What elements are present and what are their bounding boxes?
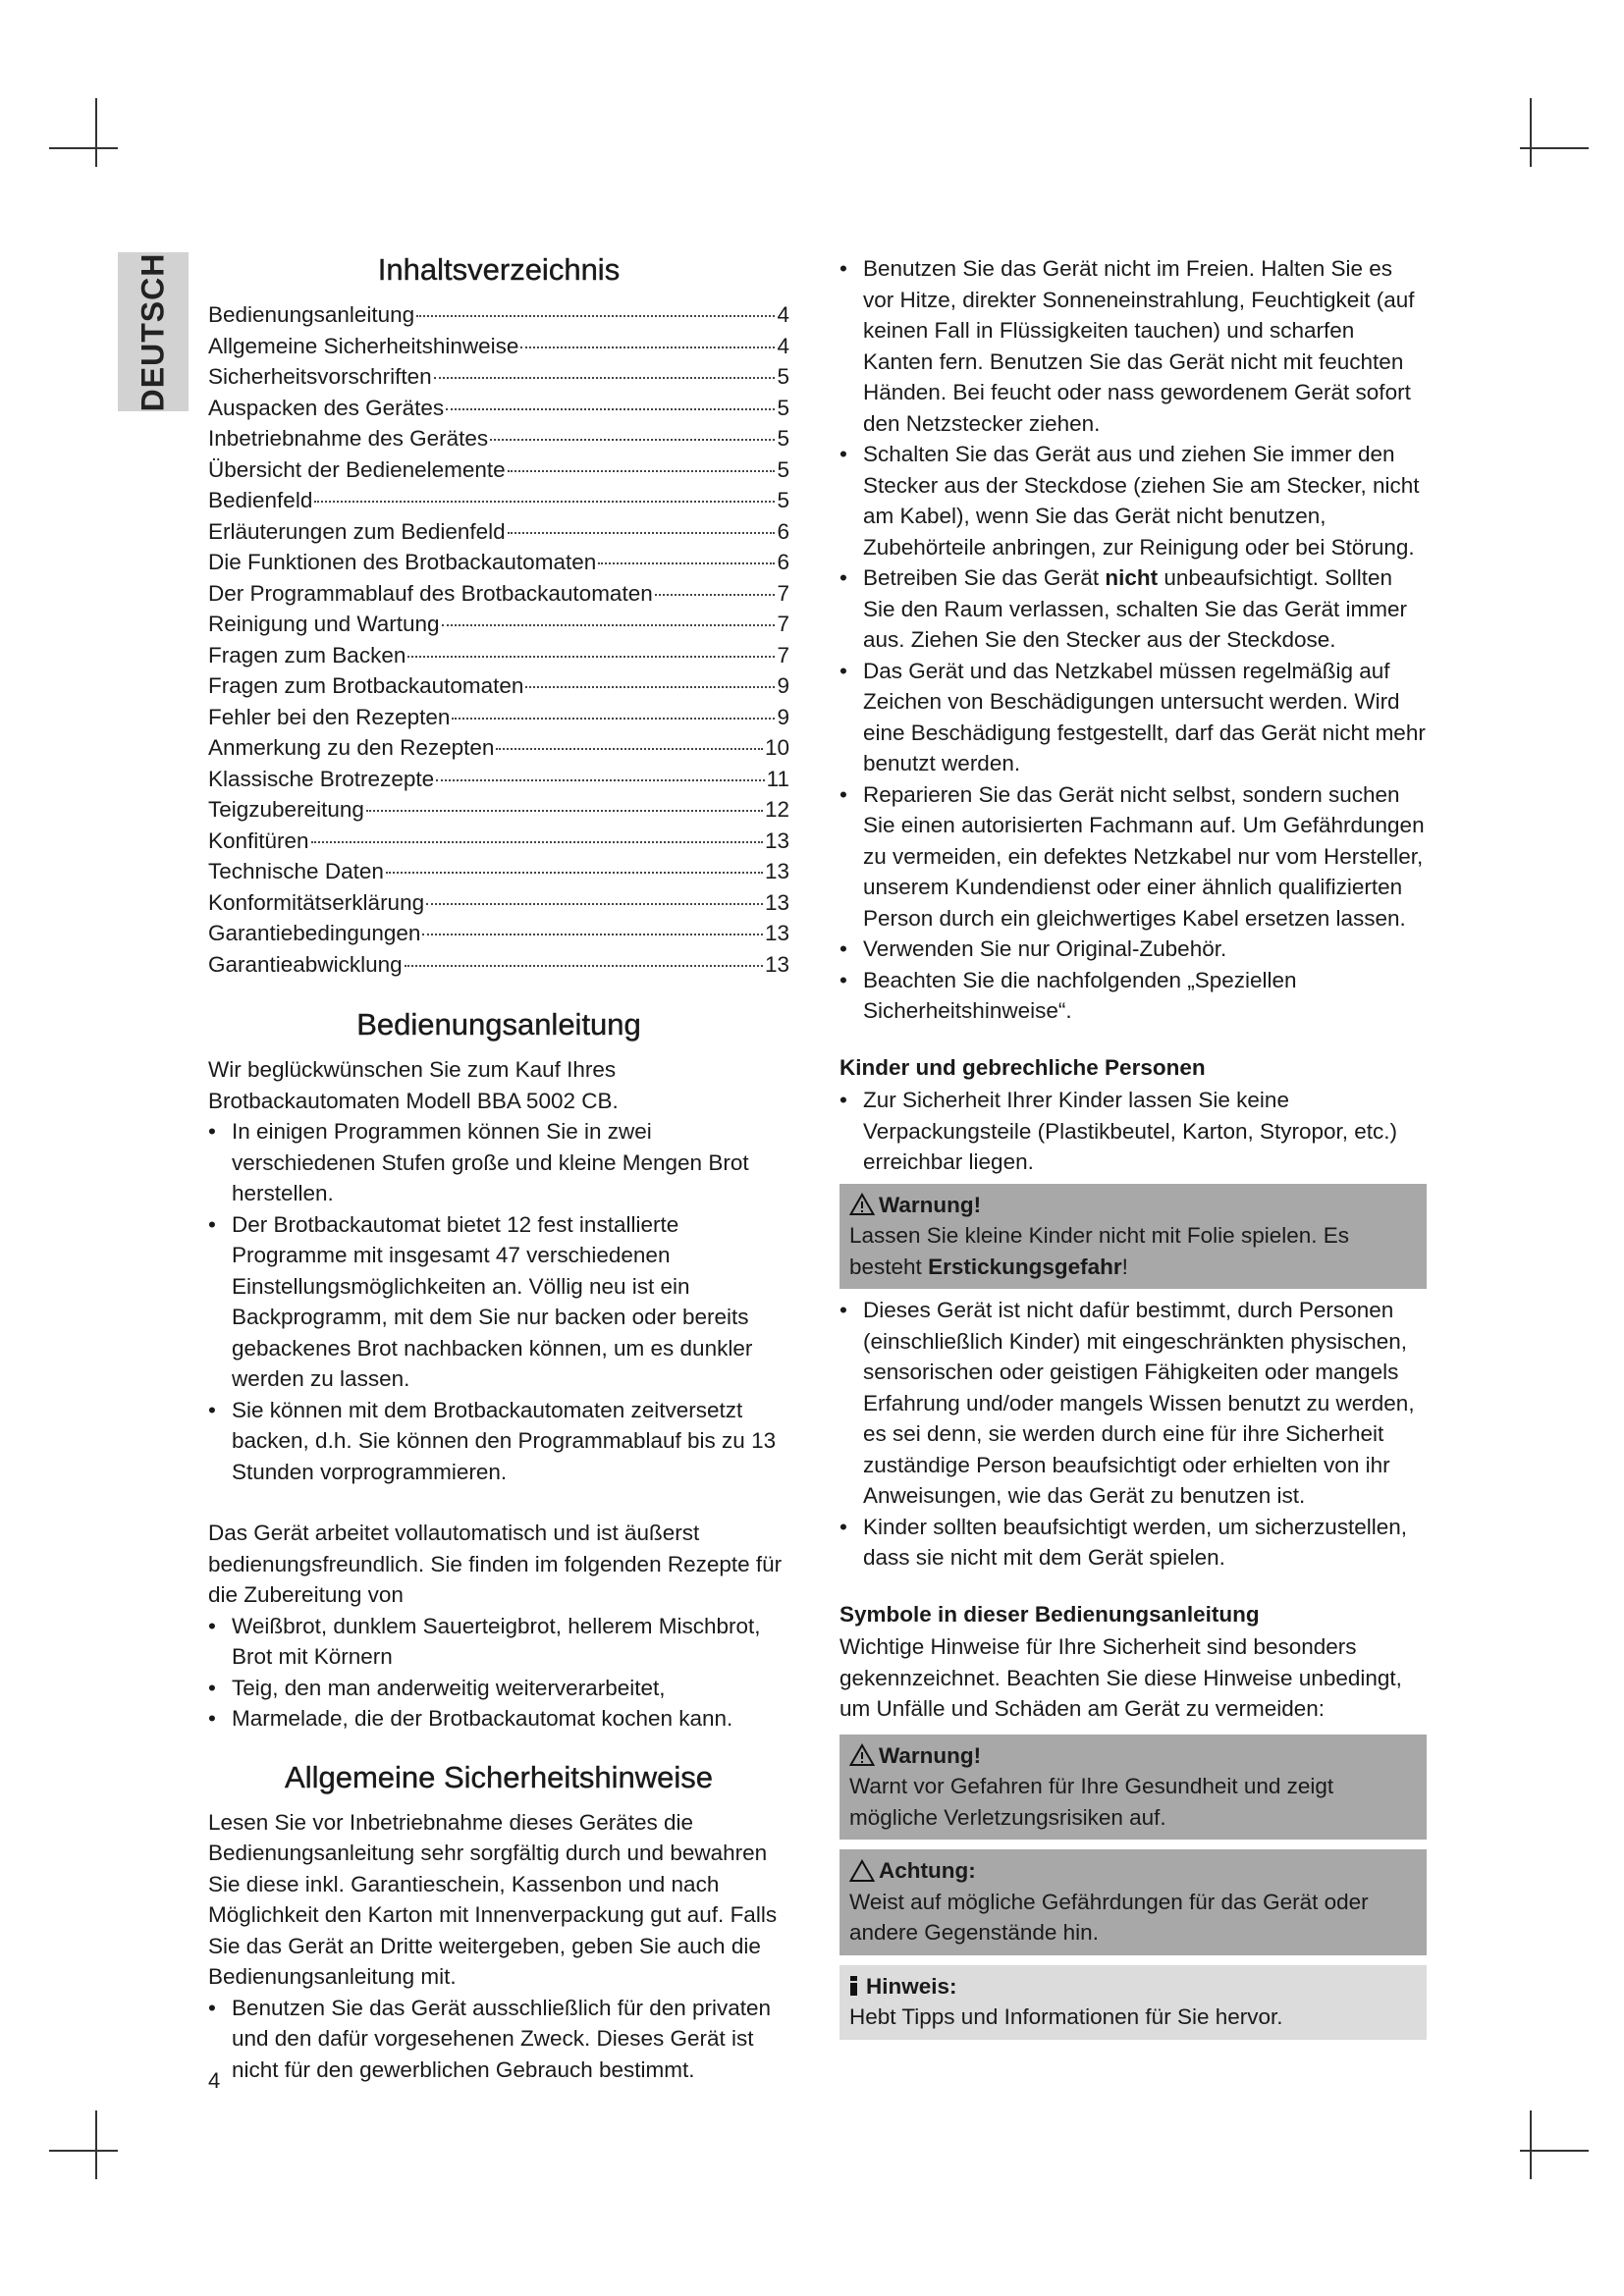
toc-entry [208,423,789,454]
list-item: • In einigen Programmen können Sie in zwei verschiedenen Stufen große und kleine Mengen Brot herstellen. [208,1116,789,1209]
toc-leader-dots [442,624,776,626]
toc-entry-label: Reinigung und Wartung [208,612,440,636]
toc-entry-page: 13 [764,921,789,945]
warning-title: Warnung! [849,1190,1417,1221]
toc-entry-page: 5 [777,426,789,451]
intro-paragraph: Wir beglückwünschen Sie zum Kauf Ihres Brotbackautomaten Modell BBA 5002 CB. [208,1057,619,1113]
toc-entry-page: 13 [764,859,789,883]
toc-leader-dots [490,439,775,441]
toc-entry-label: Garantiebedingungen [208,921,421,945]
left-column [208,250,789,2085]
symbol-achtung-box [839,1849,1427,1955]
toc-entry-label: Der Programmablauf des Brotbackautomaten [208,580,653,606]
toc-entry-page: 13 [764,828,789,853]
list-item: • Beachten Sie die nachfolgenden „Speziellen Sicherheitshinweise“. [839,965,1427,1027]
toc-entry-page: 6 [777,550,789,574]
toc-entry-label: Die Funktionen des Brotbackautomaten [208,550,597,574]
crop-mark [49,147,118,149]
toc-entry [208,670,789,702]
toc-entry [208,702,789,733]
toc-entry-page: 5 [777,456,789,482]
list-item: • Weißbrot, dunklem Sauerteigbrot, hellerem Mischbrot, Brot mit Körnern [208,1611,789,1673]
features-list [208,1116,789,1487]
toc-leader-dots [366,810,763,812]
toc-leader-dots [496,748,763,750]
toc-entry [208,393,789,424]
toc-entry-label: Allgemeine Sicherheitshinweise [208,333,519,358]
toc-entry [208,826,789,857]
toc-entry-label: Konformitätserklärung [208,889,425,915]
toc-entry-label: Fragen zum Brotbackautomaten [208,673,524,698]
toc-entry [208,299,789,331]
kinder-list [839,1085,1427,1178]
warning-text: Lassen Sie kleine Kinder nicht mit Folie spielen. Es besteht Erstickungsgefahr! [849,1223,1350,1279]
toc-entry [208,856,789,887]
toc-entry-label: Anmerkung zu den Rezepten [208,735,495,760]
toc-leader-dots [407,656,775,658]
toc-entry [208,640,789,671]
safety-list-left [208,1993,789,2086]
list-item: • Schalten Sie das Gerät aus und ziehen Sie immer den Stecker aus der Steckdose (ziehen Sie am Stecker, nicht am Kabel), wenn Sie das Gerät nicht benutzen, Zubehörteile anbringen, zur Reinigung oder bei Störung. [839,439,1427,562]
language-label: DEUTSCH [135,252,171,411]
toc-entry-page: 6 [777,518,789,544]
toc-entry-page: 10 [764,735,789,760]
toc-entry [208,547,789,578]
toc-leader-dots [422,934,763,935]
toc-entry [208,331,789,362]
toc-entry [208,764,789,795]
toc-entry-page: 4 [777,333,789,358]
toc-entry-page: 12 [764,797,789,822]
toc-entry [208,732,789,764]
list-item: • Benutzen Sie das Gerät ausschließlich für den privaten und den dafür vorgesehenen Zweck. Dieses Gerät ist nicht für den gewerblichen Gebrauch bestimmt. [208,1993,789,2086]
toc-entry-page: 4 [777,302,789,327]
toc-entry [208,609,789,640]
toc-entry-label: Bedienfeld [208,488,313,512]
toc-leader-dots [452,718,775,720]
toc-leader-dots [314,501,775,503]
page-number: 4 [208,2068,221,2093]
list-item: • Benutzen Sie das Gerät nicht im Freien. Halten Sie es vor Hitze, direkter Sonneneinstrahlung, Feuchtigkeit (auf keinen Fall in Flüssigkeiten tauchen) und scharfen Kanten fern. Benutzen Sie das Gerät nicht mit feuchten Händen. Bei feucht oder nass gewordenem Gerät sofort den Netzstecker ziehen. [839,253,1427,439]
toc-entry-label: Fragen zum Backen [208,642,406,667]
symbol-warnung-box [839,1735,1427,1841]
list-item: • Reparieren Sie das Gerät nicht selbst, sondern suchen Sie einen autorisierten Fachmann auf. Um Gefährdungen zu vermeiden, ein defektes Netzkabel nur vom Hersteller, unserem Kundendienst oder einer ähnlich qualifizierten Person durch ein gleichwertiges Kabel ersetzen lassen. [839,779,1427,934]
toc-entry-page: 13 [764,951,789,977]
toc-entry-label: Übersicht der Bedienelemente [208,456,506,482]
toc-title: Inhaltsverzeichnis [377,252,621,287]
info-icon [849,1976,858,1996]
toc-leader-dots [446,408,775,410]
warning-triangle-icon [849,1743,875,1767]
toc-entry-page: 5 [777,488,789,512]
toc-entry [208,516,789,548]
toc-entry [208,949,789,981]
toc-entry-label: Erläuterungen zum Bedienfeld [208,518,506,544]
toc-leader-dots [598,562,775,564]
symbol-warnung-title: Warnung! [879,1742,982,1768]
toc-leader-dots [508,470,776,472]
toc-leader-dots [311,841,763,843]
toc-entry-page: 7 [777,612,789,636]
safety-list-right [839,253,1427,1027]
symbol-warnung-text: Warnt vor Gefahren für Ihre Gesundheit und zeigt mögliche Verletzungsrisiken auf. [849,1774,1334,1830]
toc-entry [208,361,789,393]
toc-leader-dots [436,779,765,781]
toc-entry [208,454,789,486]
toc-entry-label: Technische Daten [208,859,384,883]
toc-entry-page: 13 [764,889,789,915]
crop-mark [95,2110,97,2179]
toc-leader-dots [426,903,763,905]
language-side-tab [118,252,189,411]
toc-leader-dots [508,532,776,534]
warning-box [839,1184,1427,1290]
toc-entry-label: Bedienungsanleitung [208,302,415,327]
section-title-sicherheit: Allgemeine Sicherheitshinweise [285,1759,713,1794]
toc-entry-page: 7 [777,580,789,606]
warning-triangle-icon [849,1193,875,1216]
toc-entry-page: 9 [777,673,789,698]
toc-entry-label: Konfitüren [208,828,309,853]
toc-entry [208,485,789,516]
list-item: • Marmelade, die der Brotbackautomat kochen kann. [208,1703,789,1735]
automatic-paragraph: Das Gerät arbeitet vollautomatisch und ist äußerst bedienungsfreundlich. Sie finden im folgenden Rezepte für die Zubereitung von [208,1521,783,1607]
toc-leader-dots [405,965,763,967]
kinder-list-2 [839,1295,1427,1574]
caution-triangle-icon [849,1859,875,1883]
toc-entry-page: 11 [766,766,789,791]
symbol-hinweis-text: Hebt Tipps und Informationen für Sie hervor. [849,2004,1283,2029]
toc-entry-label: Klassische Brotrezepte [208,766,435,791]
toc-entry-page: 9 [777,704,789,729]
list-item: • Teig, den man anderweitig weiterverarbeitet, [208,1673,789,1704]
toc-leader-dots [655,594,776,596]
heading-kinder: Kinder und gebrechliche Personen [839,1054,1206,1080]
list-item: • Kinder sollten beaufsichtigt werden, um sicherzustellen, dass sie nicht mit dem Gerät spielen. [839,1512,1427,1574]
list-item: • Betreiben Sie das Gerät nicht unbeaufsichtigt. Sollten Sie den Raum verlassen, schalten Sie das Gerät immer aus. Ziehen Sie den Stecker aus der Steckdose. [839,562,1427,656]
toc-leader-dots [416,315,775,317]
recipes-list [208,1611,789,1735]
list-item: • Das Gerät und das Netzkabel müssen regelmäßig auf Zeichen von Beschädigungen untersucht werden. Wird eine Beschädigung festgestellt, darf das Gerät nicht mehr benutzt werden. [839,656,1427,779]
symbol-hinweis-title: Hinweis: [866,1973,957,1999]
crop-mark [49,2150,118,2152]
symbole-intro: Wichtige Hinweise für Ihre Sicherheit sind besonders gekennzeichnet. Beachten Sie diese Hinweise unbedingt, um Unfälle und Schäden am Gerät zu vermeiden: [839,1634,1402,1721]
right-column [839,253,1427,2046]
toc-entry [208,918,789,949]
toc-entry [208,794,789,826]
toc-leader-dots [520,347,775,348]
symbol-hinweis-box [839,1965,1427,2040]
toc-entry-page: 5 [777,395,789,420]
safety-intro: Lesen Sie vor Inbetriebnahme dieses Gerätes die Bedienungsanleitung sehr sorgfältig durch und bewahren Sie diese inkl. Garantieschein, Kassenbon und nach Möglichkeit den Karton mit Innenverpackung gut auf. Falls Sie das Gerät an Dritte weitergeben, geben Sie auch die Bedienungsanleitung mit. [208,1809,778,1989]
table-of-contents [208,299,789,980]
section-title-bedienungsanleitung: Bedienungsanleitung [356,1007,641,1041]
toc-entry-label: Sicherheitsvorschriften [208,364,432,389]
crop-mark [1530,98,1532,167]
toc-entry-label: Inbetriebnahme des Gerätes [208,426,489,451]
symbol-achtung-title: Achtung: [879,1858,976,1883]
toc-leader-dots [386,872,763,874]
list-item: • Verwenden Sie nur Original-Zubehör. [839,934,1427,965]
toc-entry [208,578,789,610]
list-item: • Zur Sicherheit Ihrer Kinder lassen Sie keine Verpackungsteile (Plastikbeutel, Karton, Styropor, etc.) erreichbar liegen. [839,1085,1427,1178]
list-item: • Der Brotbackautomat bietet 12 fest installierte Programme mit insgesamt 47 verschiedenen Einstellungsmöglichkeiten an. Völlig neu ist ein Backprogramm, mit dem Sie nur backen oder bereits gebackenes Brot nachbacken können, um es dunkler werden zu lassen. [208,1209,789,1395]
toc-entry-label: Fehler bei den Rezepten [208,704,451,729]
heading-symbole: Symbole in dieser Bedienungsanleitung [839,1601,1260,1627]
toc-entry-page: 5 [777,364,789,389]
toc-entry-page: 7 [777,642,789,667]
toc-entry-label: Teigzubereitung [208,797,364,822]
toc-leader-dots [434,377,776,379]
toc-entry-label: Garantieabwicklung [208,951,403,977]
list-item: • Sie können mit dem Brotbackautomaten zeitversetzt backen, d.h. Sie können den Programmablauf bis zu 13 Stunden vorprogrammieren. [208,1395,789,1488]
crop-mark [1530,2110,1532,2179]
toc-entry [208,887,789,919]
list-item: • Dieses Gerät ist nicht dafür bestimmt, durch Personen (einschließlich Kinder) mit eingeschränkten physischen, sensorischen oder geistigen Fähigkeiten oder mangels Erfahrung und/oder mangels Wissen benutzt zu werden, es sei denn, sie werden durch eine für ihre Sicherheit zuständige Person beaufsichtigt oder erhielten von ihr Anweisungen, wie das Gerät zu benutzen ist. [839,1295,1427,1512]
crop-mark [95,98,97,167]
toc-leader-dots [525,686,775,688]
symbol-achtung-text: Weist auf mögliche Gefährdungen für das Gerät oder andere Gegenstände hin. [849,1889,1369,1945]
toc-entry-label: Auspacken des Gerätes [208,395,445,420]
